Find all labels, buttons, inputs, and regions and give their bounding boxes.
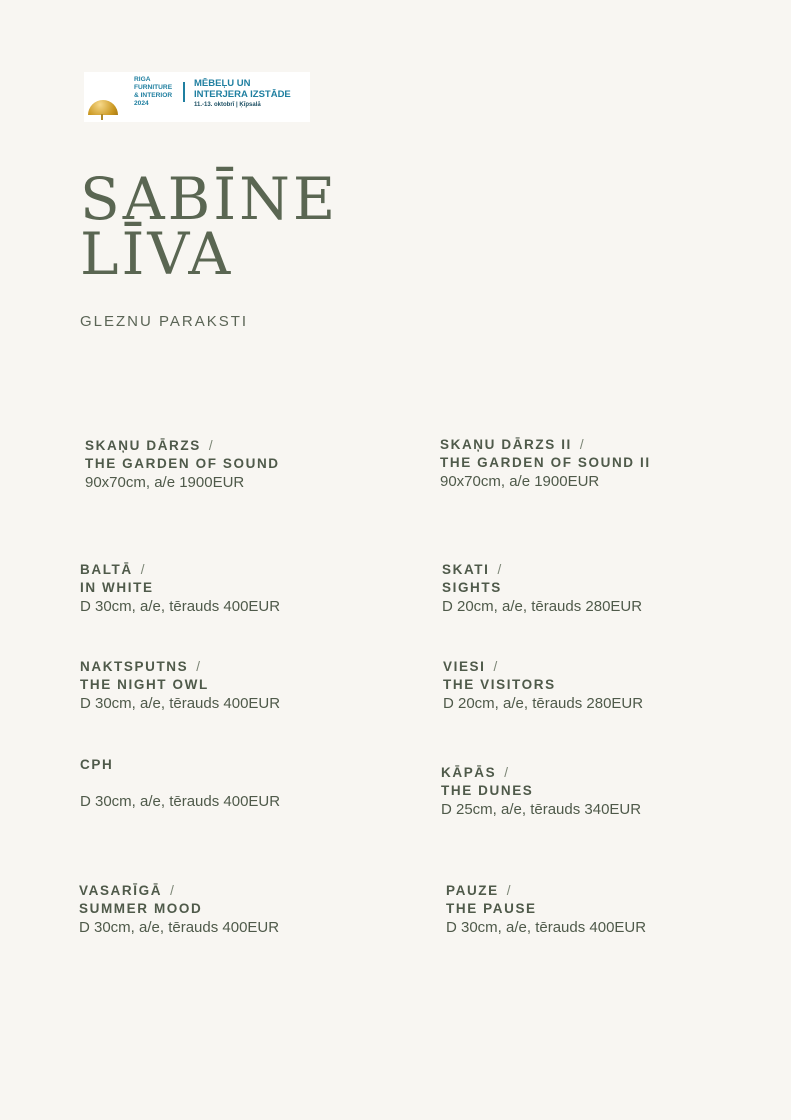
artwork-title-en xyxy=(80,774,280,792)
artwork-title-lv: PAUZE / xyxy=(446,883,513,898)
page-subtitle: GLEZNU PARAKSTI xyxy=(80,313,249,330)
exhibition-title: MĒBEĻU UN INTERJERA IZSTĀDE xyxy=(194,78,291,100)
artwork-title-en: THE VISITORS xyxy=(443,677,556,692)
artwork-details: D 30cm, a/e, tērauds 400EUR xyxy=(79,919,280,936)
artwork-title-lv: SKAŅU DĀRZS / xyxy=(85,438,215,453)
artwork-details: D 25cm, a/e, tērauds 340EUR xyxy=(441,801,642,818)
artwork-title-lv: SKATI / xyxy=(442,562,503,577)
artwork-entry xyxy=(79,882,279,938)
artwork-details: D 20cm, a/e, tērauds 280EUR xyxy=(443,695,644,712)
lamp-stand xyxy=(101,114,103,120)
fair-logo xyxy=(84,72,310,122)
artwork-details: D 30cm, a/e, tērauds 400EUR xyxy=(446,919,647,936)
artwork-entry xyxy=(80,756,280,812)
artwork-title-en: SUMMER MOOD xyxy=(79,901,203,916)
exhibition-dates: 11.-13. oktobrī | Ķīpsalā xyxy=(194,102,261,108)
gold-dome-lamp-icon xyxy=(88,100,118,115)
artwork-details: D 30cm, a/e, tērauds 400EUR xyxy=(80,695,281,712)
artwork-details: 90x70cm, a/e 1900EUR xyxy=(440,473,600,490)
artwork-details: D 30cm, a/e, tērauds 400EUR xyxy=(80,793,281,810)
artwork-entry xyxy=(446,882,646,938)
artwork-title-lv: VASARĪGĀ / xyxy=(79,883,176,898)
artwork-title-en: THE GARDEN OF SOUND xyxy=(85,456,280,471)
artwork-title-lv: CPH xyxy=(80,757,114,772)
artwork-entry xyxy=(85,437,280,493)
artwork-title-en: THE DUNES xyxy=(441,783,534,798)
artwork-entry xyxy=(442,561,642,617)
artwork-title-lv: SKAŅU DĀRZS II / xyxy=(440,437,586,452)
artwork-title-lv: NAKTSPUTNS / xyxy=(80,659,202,674)
artwork-title-lv: BALTĀ / xyxy=(80,562,147,577)
artwork-title-en: SIGHTS xyxy=(442,580,502,595)
artwork-title-lv: KĀPĀS / xyxy=(441,765,510,780)
artwork-details: D 20cm, a/e, tērauds 280EUR xyxy=(442,598,643,615)
artwork-title-en: THE GARDEN OF SOUND II xyxy=(440,455,651,470)
artwork-entry xyxy=(80,561,280,617)
fair-name: RIGA FURNITURE & INTERIOR 2024 xyxy=(134,76,173,107)
artwork-entry xyxy=(440,436,651,492)
artwork-title-lv: VIESI / xyxy=(443,659,499,674)
artwork-details: D 30cm, a/e, tērauds 400EUR xyxy=(80,598,281,615)
artist-name: SABĪNE LĪVA xyxy=(80,165,339,288)
logo-divider xyxy=(183,82,185,102)
artwork-entry xyxy=(441,764,641,820)
artwork-title-en: THE PAUSE xyxy=(446,901,537,916)
artwork-title-en: THE NIGHT OWL xyxy=(80,677,209,692)
artwork-title-en: IN WHITE xyxy=(80,580,154,595)
artwork-details: 90x70cm, a/e 1900EUR xyxy=(85,474,245,491)
artwork-entry xyxy=(80,658,280,714)
artwork-entry xyxy=(443,658,643,714)
